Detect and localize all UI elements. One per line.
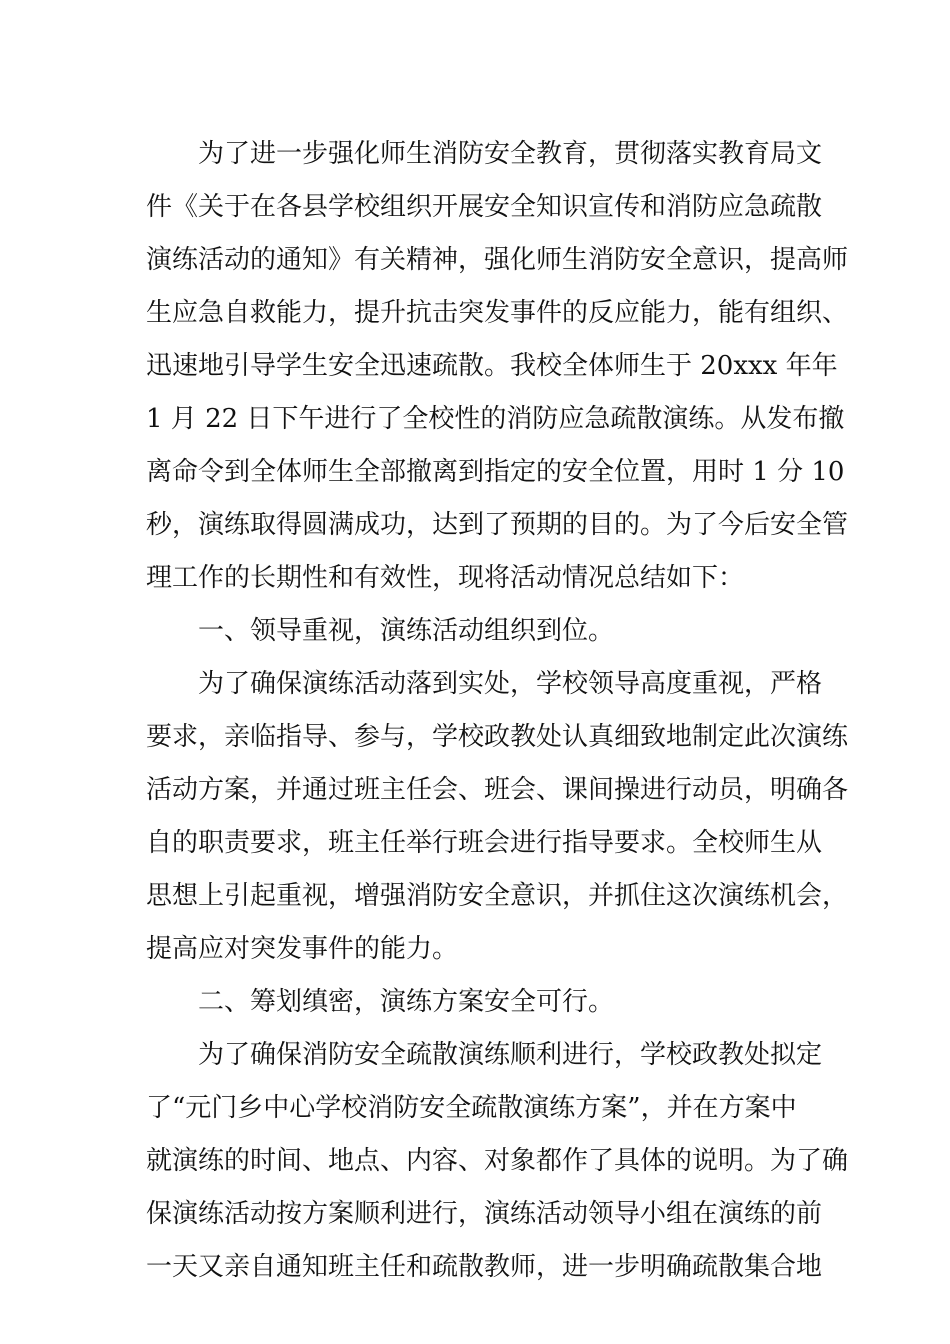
text-line: 1 月 22 日下午进行了全校性的消防应急疏散演练。从发布撤 — [146, 404, 845, 434]
text-line: 演练活动的通知》有关精神，强化师生消防安全意识，提高师 — [146, 245, 849, 275]
text-line: 件《关于在各县学校组织开展安全知识宣传和消防应急疏散 — [146, 192, 823, 222]
text-line: 思想上引起重视，增强消防安全意识，并抓住这次演练机会， — [146, 881, 849, 911]
text-line: 为了确保消防安全疏散演练顺利进行，学校政教处拟定 — [198, 1040, 823, 1070]
text-line: 保演练活动按方案顺利进行，演练活动领导小组在演练的前 — [146, 1199, 823, 1229]
text-line: 提高应对突发事件的能力。 — [146, 934, 459, 964]
text-line: 要求，亲临指导、参与，学校政教处认真细致地制定此次演练 — [146, 722, 849, 752]
text-line: 生应急自救能力，提升抗击突发事件的反应能力，能有组织、 — [146, 298, 849, 328]
text-line: 就演练的时间、地点、内容、对象都作了具体的说明。为了确 — [146, 1146, 849, 1176]
text-line: 秒，演练取得圆满成功，达到了预期的目的。为了今后安全管 — [146, 510, 849, 540]
text-line: 迅速地引导学生安全迅速疏散。我校全体师生于 20xxx 年年 — [146, 351, 838, 381]
text-line: 活动方案，并通过班主任会、班会、课间操进行动员，明确各 — [146, 775, 849, 805]
section-heading: 一、领导重视，演练活动组织到位。 — [198, 616, 615, 646]
section-heading: 二、筹划缜密，演练方案安全可行。 — [198, 987, 615, 1017]
text-line: 为了确保演练活动落到实处，学校领导高度重视，严格 — [198, 669, 823, 699]
text-line: 离命令到全体师生全部撤离到指定的安全位置，用时 1 分 10 — [146, 457, 845, 487]
text-line: 为了进一步强化师生消防安全教育，贯彻落实教育局文 — [198, 139, 823, 169]
text-line: 了“元门乡中心学校消防安全疏散演练方案”，并在方案中 — [146, 1093, 797, 1123]
text-line: 自的职责要求，班主任举行班会进行指导要求。全校师生从 — [146, 828, 823, 858]
text-line: 理工作的长期性和有效性，现将活动情况总结如下： — [146, 563, 745, 593]
text-line: 一天又亲自通知班主任和疏散教师，进一步明确疏散集合地 — [146, 1252, 823, 1282]
